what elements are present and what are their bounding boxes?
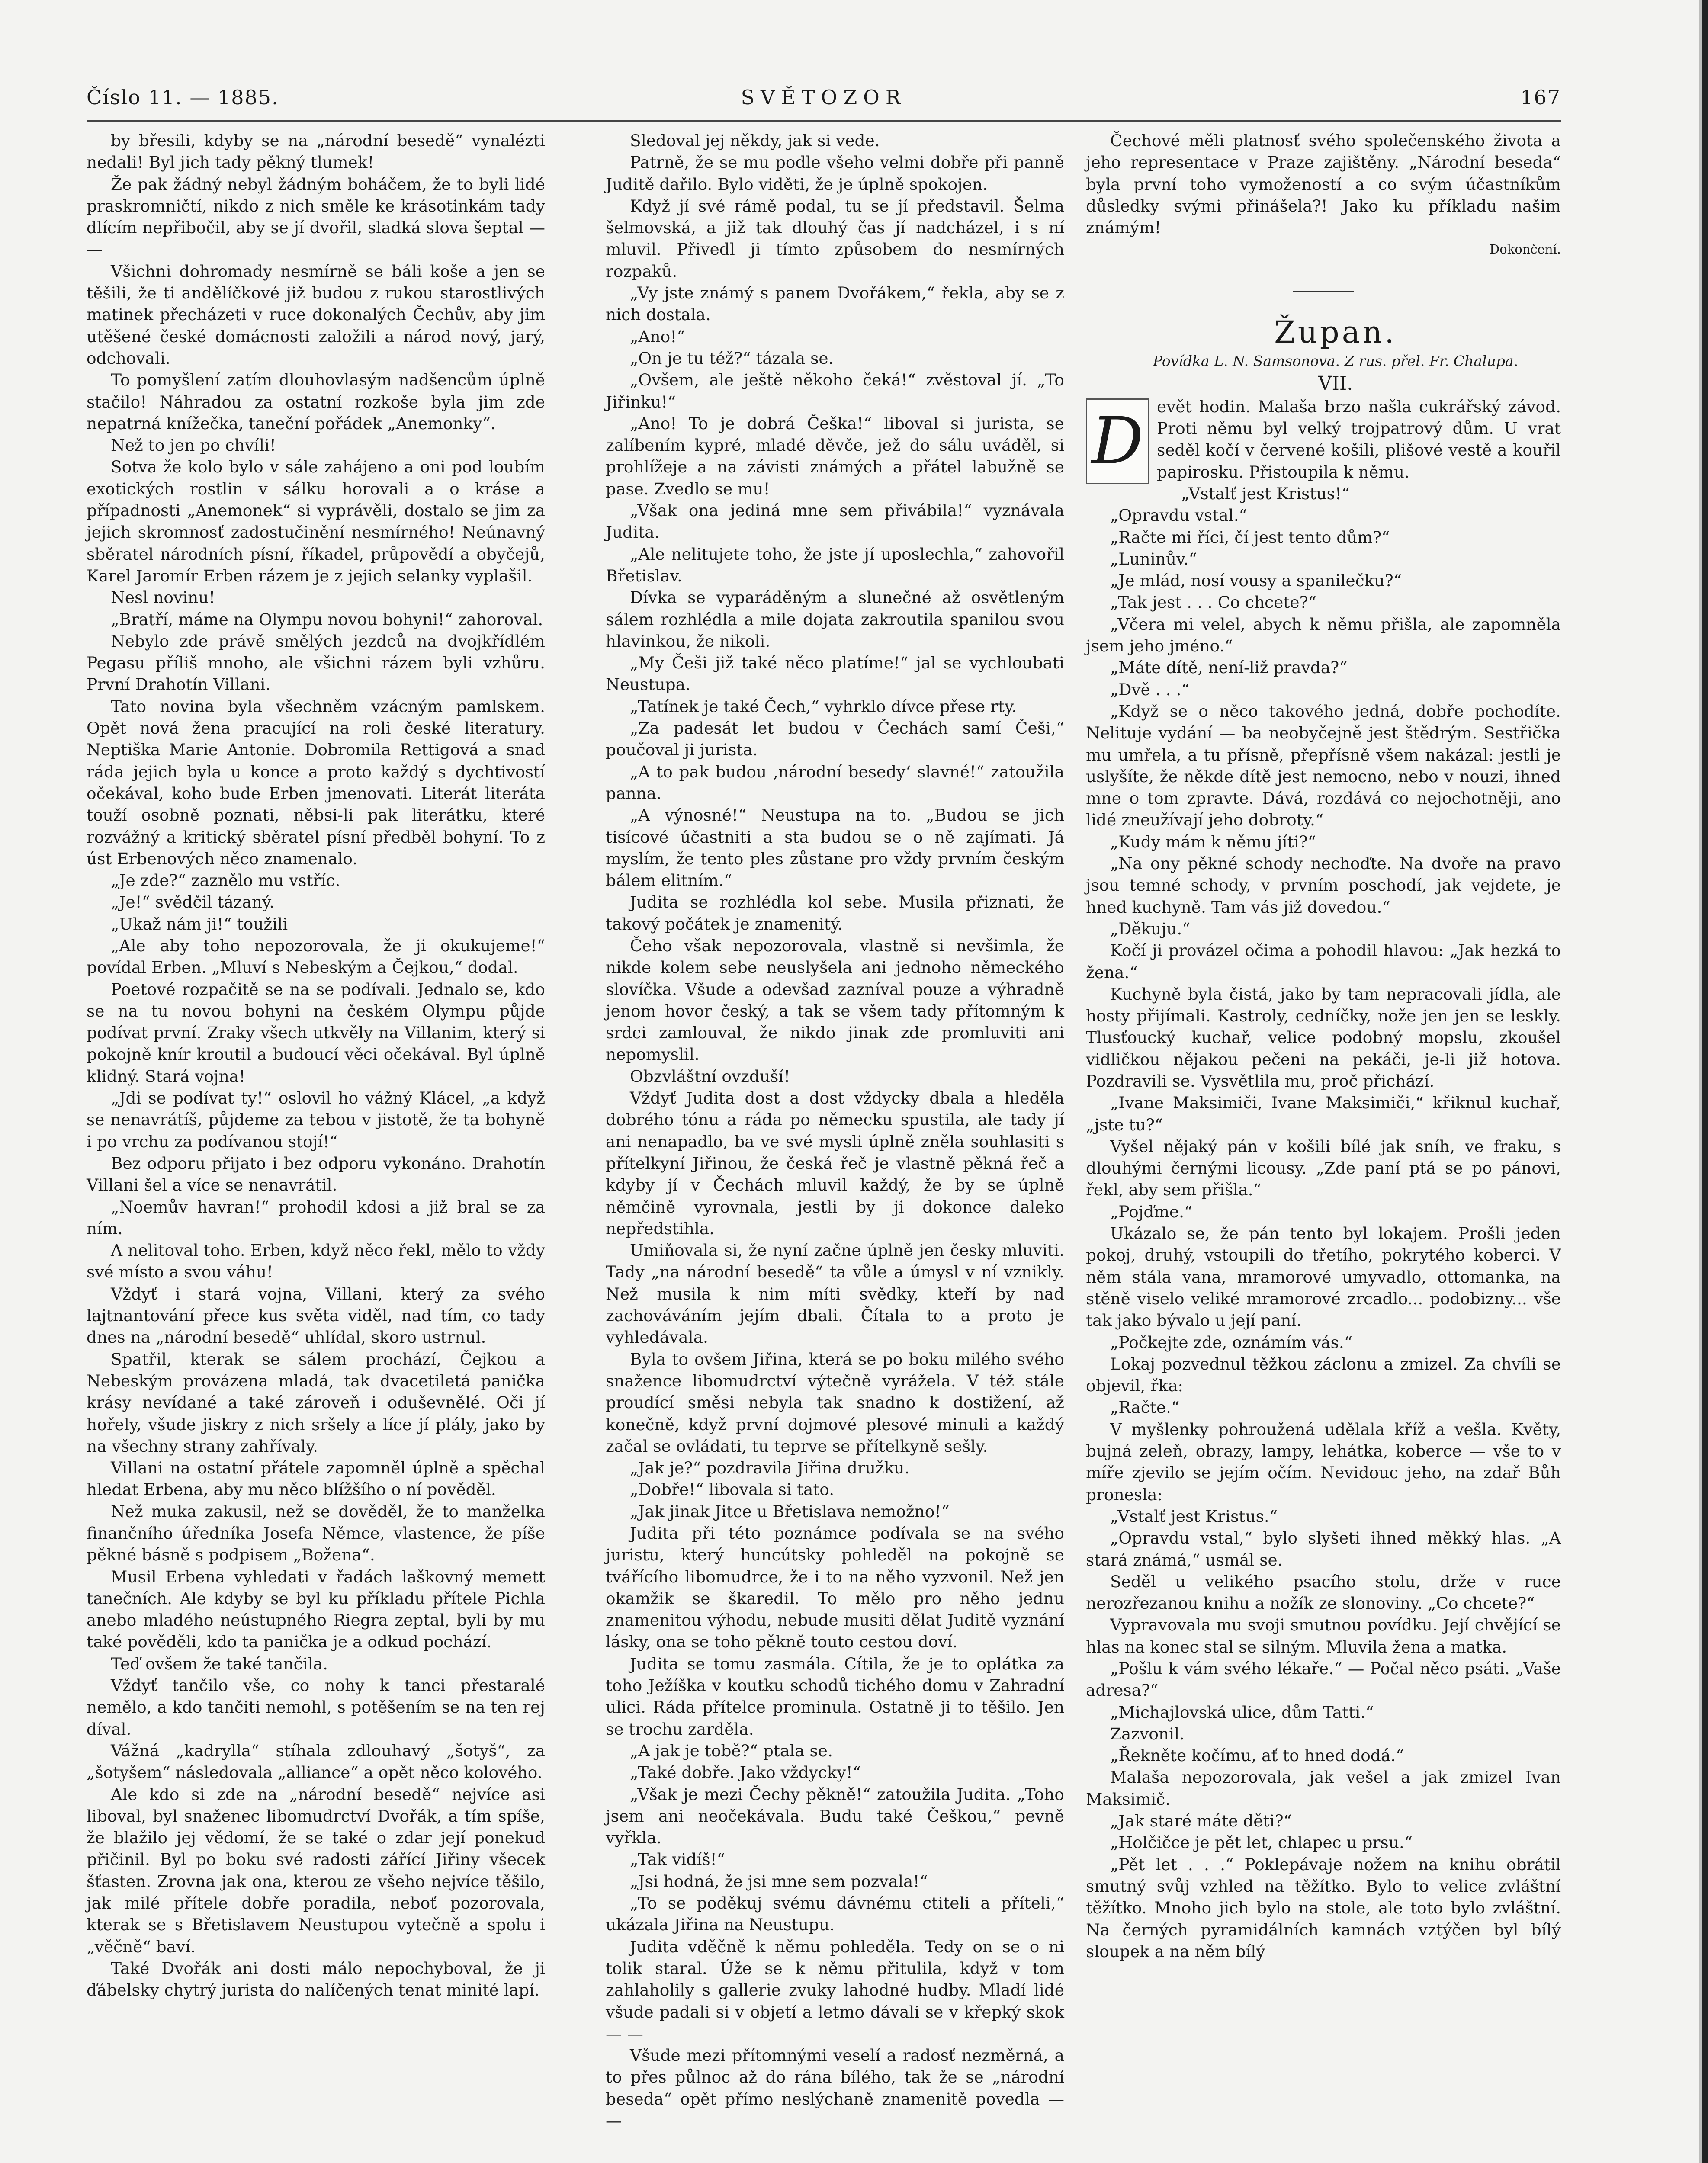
paragraph: „Pojďme.“ — [1110, 1202, 1193, 1221]
paragraph: Vždyť tančilo vše, co nohy k tanci přestaralé nemělo, a kdo tančiti nemohl, s potěšením se na ten rej díval. — [87, 1676, 545, 1739]
paragraph: Než to jen po chvíli! — [111, 436, 276, 455]
paragraph: „Bratří, máme na Olympu novou bohyni!“ zahoroval. — [111, 610, 543, 629]
paragraph: „Vstalť jest Kristus!“ — [1181, 484, 1350, 503]
paragraph: „Račte mi říci, čí jest tento dům?“ — [1110, 527, 1390, 547]
paragraph: „Ano! To je dobrá Češka!“ liboval si jurista, se zalíbením kypré, mladé děvče, jež do sálu uváděl, si prohlížeje a na závisti známých a přátel labužně se pase. Zvedlo se mu! — [606, 414, 1064, 498]
paragraph: Byla to ovšem Jiřina, která se po boku milého svého snažence libomudrctví výtečně vyrážela. V též stále proudící směsi nebyla tak snadno k dostižení, až konečně, když první dojmové plesové minuli a každý začal se ovládati, tu teprve se přítelkyně sešly. — [606, 1349, 1064, 1456]
paragraph: „Opravdu vstal,“ bylo slyšeti ihned měkký hlas. „A stará známá,“ usmál se. — [1086, 1528, 1561, 1569]
paragraph: by břesili, kdyby se na „národní besedě“ vynalézti nedali! Byl jich tady pěkný tlumek! — [87, 131, 545, 172]
column-3-text — [1086, 483, 1561, 1962]
paragraph: „Však ona jediná mne sem přivábila!“ vyznávala Judita. — [606, 501, 1064, 542]
paragraph: „Jak staré máte děti?“ — [1110, 1811, 1292, 1831]
paragraph: „Řekněte kočímu, ať to hned dodá.“ — [1110, 1746, 1404, 1765]
paragraph: „Dobře!“ libovala si tato. — [630, 1480, 835, 1499]
paragraph: Ukázalo se, že pán tento byl lokajem. Prošli jeden pokoj, druhý, vstoupili do třetího, pokrytého koberci. V něm stála vana, mramorové umyvadlo, ottomanka, na stěně viselo veliké mramorové zrcadlo... podobizny... vše tak jako bývalo u její paní. — [1086, 1224, 1561, 1330]
paragraph: To pomyšlení zatím dlouhovlasým nadšencům úplně stačilo! Náhradou za ostatní rozkoše byla jim zde nepatrná knížečka, taneční pořádek „Anemonky“. — [87, 370, 545, 433]
paragraph: „Počkejte zde, oznámím vás.“ — [1110, 1332, 1352, 1352]
paragraph: „Máte dítě, není-liž pravda?“ — [1110, 658, 1348, 677]
paragraph: „Ovšem, ale ještě někoho čeká!“ zvěstoval jí. „To Jiřinku!“ — [606, 370, 1064, 411]
paragraph: Judita při této poznámce podívala se na svého juristu, který huncútsky pohleděl na pokojně se tvářícího libomudrce, že i to na něho vyzvonil. Než jen okamžik se škaredil. To mělo pro něho jednu znamenitou výhodu, nebude musiti dělat Juditě vyznání lásky, ona se toho pěkně touto cestou doví. — [606, 1524, 1064, 1652]
paragraph: Nebylo zde právě smělých jezdců na dvojkřídlém Pegasu příliš mnoho, ale všichni rázem byli vzhůru. První Drahotín Villani. — [87, 631, 545, 694]
page-number: 167 — [1520, 86, 1561, 109]
paragraph: „Holčičce je pět let, chlapec u prsu.“ — [1110, 1833, 1413, 1852]
paragraph: Všichni dohromady nesmírně se báli koše a jen se těšili, že ti andělíčkové již budou z rukou starostlivých matinek přecházeti v ruce dokonalých Čechův, aby jim utěšené české domácnosti založili a národ nový, jarý, odchovali. — [87, 261, 545, 368]
paragraph: „To se poděkuj svému dávnému ctiteli a příteli,“ ukázala Jiřina na Neustupu. — [606, 1893, 1064, 1935]
paragraph: „Za padesát let budou v Čechách samí Češi,“ poučoval ji jurista. — [606, 719, 1064, 760]
paragraph: „Jdi se podívat ty!“ oslovil ho vážný Klácel, „a když se nenavrátíš, půjdeme za tebou v jistotě, že ta bohyně i po vrchu za podívanou stojí!“ — [87, 1088, 545, 1151]
ornamental-initial — [1086, 398, 1149, 484]
paragraph: „Dvě . . .“ — [1110, 680, 1190, 699]
paragraph: „Jak je?“ pozdravila Jiřina družku. — [630, 1458, 910, 1478]
paragraph: Ale kdo si zde na „národní besedě“ nejvíce asi liboval, byl snaženec libomudrctví Dvořák, a tím spíše, že blažilo jej vědomí, že se také o zdar její ponekud přičinil. Byl po boku své radosti zářící Jiřiny všecek šťasten. Zrovna jak ona, kterou ze všeho nejvíce těšilo, jak milé přítele dobře poradila, neboť pozorovala, kterak se s Břetislavem Neustupou vytečně a spolu i „věčně“ baví. — [87, 1784, 545, 1956]
paragraph: „My Češi již také něco platíme!“ jal se vychloubati Neustupa. — [606, 653, 1064, 694]
paragraph: „Tatínek je také Čech,“ vyhrklo dívce přese rty. — [630, 696, 1017, 716]
paragraph: „Je!“ svědčil tázaný. — [111, 892, 275, 912]
paragraph: Judita se tomu zasmála. Cítila, že je to oplátka za toho Ježíška v koutku schodů tichého domu v Zahradní ulici. Ráda přítelce prominula. Ostatně ji to těšilo. Jen se trochu zarděla. — [606, 1654, 1064, 1739]
ornamental-initial-letter: D — [1091, 403, 1144, 479]
paragraph: „On je tu též?“ tázala se. — [630, 348, 834, 368]
paragraph: „Je zde?“ zaznělo mu vstříc. — [111, 871, 340, 890]
journal-title: SVĚTOZOR — [741, 86, 907, 109]
column-2-text — [606, 130, 1064, 2131]
paragraph: Poetové rozpačitě se na se podívali. Jednalo se, kdo se na tu novou bohyni na českém Olympu půjde podívat první. Zraky všech utkvěly na Villanim, který si pokojně knír kroutil a budoucí věci očekával. Byl úplně klidný. Stará vojna! — [87, 979, 545, 1086]
paragraph: Že pak žádný nebyl žádným boháčem, že to byli lidé praskromničtí, nikdo z nich směle ke krásotinkám tady dlícím nepřibočil, aby se jí dvořil, sladká slova šeptal — — — [87, 174, 545, 259]
paragraph: A nelitoval toho. Erben, když něco řekl, mělo to vždy své místo a svou váhu! — [87, 1241, 545, 1282]
page-header — [87, 86, 1561, 112]
paragraph: „Včera mi velel, abych k němu přišla, ale zapomněla jsem jeho jméno.“ — [1086, 614, 1561, 656]
paragraph: Sledoval jej někdy, jak si vede. — [630, 131, 880, 150]
paragraph: Judita vděčně k němu pohleděla. Tedy on se o ni tolik staral. Úže se k němu přitulila, když v tom zahlaholily s gallerie zvuky lahodné hudby. Mladí lidé všude padali si v objetí a letmo dávali se v křepký skok — — — [606, 1937, 1064, 2043]
paragraph: „Ale aby toho nepozorovala, že ji okukujeme!“ povídal Erben. „Mluví s Nebeským a Čejkou,“ dodal. — [87, 936, 545, 977]
paragraph: Čeho však nepozorovala, vlastně si nevšimla, že nikde kolem sebe neuslyšela ani jednoho německého slovíčka. Všude a odevšad zazníval pouze a výhradně jenom hovor český, a tak se všem tady přítomným k srdci zamlouval, že nikdo jinak zde promluviti ani nepomyslil. — [606, 936, 1064, 1064]
paragraph: Kočí ji provázel očima a pohodil hlavou: „Jak hezká to žena.“ — [1086, 941, 1561, 982]
paragraph: Obzvláštní ovzduší! — [630, 1066, 790, 1086]
paragraph: „Luninův.“ — [1110, 549, 1197, 568]
paragraph: „Je mlád, nosí vousy a spanilečku?“ — [1110, 571, 1402, 590]
paragraph: „Jak jinak Jitce u Břetislava nemožno!“ — [630, 1502, 950, 1521]
column-3-intro — [1086, 130, 1561, 238]
paragraph: Vypravovala mu svoji smutnou povídku. Její chvějící se hlas na konec stal se silným. Mluvila žena a matka. — [1086, 1615, 1561, 1656]
paragraph: Tato novina byla všechněm vzácným pamlskem. Opět nová žena pracující na roli české literatury. Neptiška Marie Antonie. Dobromila Rettigová a snad ráda jejich byla u konce a proto každý s dychtivostí očekával, koho bude Erben jmenovati. Literát literáta touží osobně poznati, něbsi-li pak literátku, které rozvážný a kritický sběratel písní předběl bohyní. To z úst Erbenových něco znamenalo. — [87, 696, 545, 868]
paragraph: Když jí své rámě podal, tu se jí představil. Šelma šelmovská, a již tak dlouhý čas jí nadcházel, i s ní mluvil. Přivedl ji tímto způsobem do nesmírných rozpaků. — [606, 196, 1064, 281]
paragraph: Spatřil, kterak se sálem prochází, Čejkou a Nebeským provázena mladá, tak dvacetiletá panička krásy nevídané a také zároveň i oduševnělé. Oči jí hořely, všude jiskry z nich sršely a líce jí plály, jako by na všechny strany zahřívaly. — [87, 1349, 545, 1456]
paragraph: Lokaj pozvednul těžkou záclonu a zmizel. Za chvíli se objevil, řka: — [1086, 1354, 1561, 1396]
paragraph: Sotva že kolo bylo v sále zahájeno a oni pod loubím exotických rostlin v sálku horovali a o kráse a případnosti „Anemonek“ si vyprávěli, dostalo se jim za jejich skromnosť zadostučinění nesmírného! Neúnavný sběratel národních písní, říkadel, průpovědí a obyčejů, Karel Jaromír Erben rázem je z jejich selanky vyplašil. — [87, 457, 545, 585]
paragraph: „Opravdu vstal.“ — [1110, 506, 1247, 525]
paragraph: „Račte.“ — [1110, 1398, 1180, 1417]
paragraph: „Také dobře. Jako vždycky!“ — [630, 1763, 861, 1782]
paragraph: Vyšel nějaký pán v košili bílé jak sníh, ve fraku, s dlouhými černými licousy. „Zde paní ptá se po pánovi, řekl, aby sem přišla.“ — [1086, 1136, 1561, 1200]
section-divider — [1293, 291, 1354, 292]
issue-label: Číslo 11. — 1885. — [87, 86, 279, 109]
paragraph: „Vy jste známý s panem Dvořákem,“ řekla, aby se z nich dostala. — [606, 283, 1064, 324]
paragraph: „Děkuju.“ — [1110, 919, 1191, 938]
paragraph: „A to pak budou ‚národní besedy‘ slavné!“ zatoužila panna. — [606, 762, 1064, 803]
paragraph: Zazvonil. — [1110, 1724, 1185, 1743]
paragraph: „Pošlu k vám svého lékaře.“ — Počal něco psáti. „Vaše adresa?“ — [1086, 1659, 1561, 1700]
paragraph: Všude mezi přítomnými veselí a radosť nezměrná, a to přes půlnoc až do rána bílého, tak že se „národní beseda“ opět přímo neslýchaně znamenitě povedla — — — [606, 2046, 1064, 2131]
paragraph: Čechové měli platnosť svého společenského života a jeho representace v Praze zajištěny. „Národní beseda“ byla první toho vymožeností a co svým účastníkům důsledky svými přinášela?! Jako ku příkladu našim známým! — [1086, 131, 1561, 237]
paragraph: Nesl novinu! — [111, 588, 215, 607]
paragraph: Seděl u velikého psacího stolu, drže v ruce nerozřezanou knihu a nožík ze slonoviny. „Co chcete?“ — [1086, 1572, 1561, 1613]
column-1 — [87, 130, 545, 2001]
column-1-text — [87, 130, 545, 2001]
continued-note: Dokončení. — [1490, 242, 1561, 257]
paragraph: Musil Erbena vyhledati v řadách laškovný memett tanečních. Ale kdyby se byl ku příkladu přítele Pichla anebo mladého neústupného Riegra zeptal, byli by mu také pověděli, kdo ta panička je a odkud pochází. — [87, 1567, 545, 1652]
paragraph: Teď ovšem že také tančila. — [111, 1654, 328, 1673]
paragraph: Bez odporu přijato i bez odporu vykonáno. Drahotín Villani šel a více se nenavrátil. — [87, 1153, 545, 1195]
chapter-number: VII. — [1318, 372, 1353, 395]
paragraph: „Ano!“ — [630, 327, 685, 346]
paragraph: Než muka zakusil, než se dověděl, že to manželka finančního úředníka Josefa Němce, vlastence, že píše pěkné básně s podpisem „Božena“. — [87, 1502, 545, 1565]
paragraph: „A jak je tobě?“ ptala se. — [630, 1741, 833, 1760]
paragraph: „Však je mezi Čechy pěkně!“ zatoužila Judita. „Toho jsem ani neočekávala. Budu také Češkou,“ pevně vyřkla. — [606, 1784, 1064, 1848]
paragraph: Umiňovala si, že nyní začne úplně jen česky mluviti. Tady „na národní besedě“ ta vůle a úmysl v ní vznikly. Než musila k nim míti svědky, kteří by nad zachováváním jejím dbali. Čítala to a proto je vyhledávala. — [606, 1241, 1064, 1347]
paragraph: Kuchyně byla čistá, jako by tam nepracovali jídla, ale hosty přijímali. Kastroly, cedníčky, nože jen jen se leskly. Tlusťoucký kuchař, velice podobný mopslu, zkoušel vidličkou nějakou pečeni na pekáči, je-li již hotova. Pozdravili se. Vysvětlila mu, proč přichází. — [1086, 984, 1561, 1091]
paragraph: Vždyť Judita dost a dost vždycky dbala a hleděla dobrého tónu a ráda po německu spustila, ale tady jí ani nenapadlo, ba ve své mysli úplně zněla souhlasiti s přítelkyní Jiřinou, že česká řeč je vlastně pěkná řeč a kdyby jí v Čechách mluvil každý, že by se úplně němčině vyrovnala, jestli by ji dokonce daleko nepředstihla. — [606, 1088, 1064, 1238]
column-2 — [606, 130, 1064, 2131]
paragraph: „Pět let . . .“ Poklepávaje nožem na knihu obrátil smutný svůj vzhled na těžítko. Bylo to velice zvláštní těžítko. Mnoho jich bylo na stole, ale toto bylo zvláštní. Na černých pyramidálních kamnách vztýčen byl bílý sloupek a na něm bílý — [1086, 1855, 1561, 1961]
paragraph: V myšlenky pohroužená udělala kříž a vešla. Květy, bujná zeleň, obrazy, lampy, lehátka, koberce — vše to v míře zjevilo se jejím očím. Nevidouc jeho, na zdař Bůh pronesla: — [1086, 1419, 1561, 1504]
story-first-paragraph: evět hodin. Malaša brzo našla cukrářský závod. Proti němu byl velký trojpatrový dům. U vrat seděl kočí v červené košili, plišové vestě a kouřil papirosku. Přistoupila k němu. — [1157, 397, 1561, 481]
paragraph: Vážná „kadrylla“ stíhala zdlouhavý „šotyš“, za „šotyšem“ následovala „alliance“ a opět něco kolového. — [87, 1741, 545, 1782]
paragraph: Malaša nepozorovala, jak vešel a jak zmizel Ivan Maksimič. — [1086, 1768, 1561, 1809]
paragraph: Vždyť i stará vojna, Villani, který za svého lajtnantování přece kus světa viděl, nad tím, co tady dnes na „národní besedě“ uhlídal, skoro ustrnul. — [87, 1284, 545, 1347]
paragraph: „Tak vidíš!“ — [630, 1850, 725, 1869]
paragraph: „Tak jest . . . Co chcete?“ — [1110, 593, 1316, 612]
story-title: Župan. — [1274, 314, 1397, 350]
header-rule — [87, 120, 1561, 122]
paragraph: „Michajlovská ulice, dům Tatti.“ — [1110, 1702, 1374, 1722]
paragraph: „A výnosné!“ Neustupa na to. „Budou se jich tisícové účastniti a sta budou se o ně zajímati. Já myslím, že tento ples zůstane pro vždy prvním českým bálem elitním.“ — [606, 806, 1064, 890]
story-subtitle: Povídka L. N. Samsonova. Z rus. přel. Fr. Chalupa. — [1153, 352, 1519, 369]
paragraph: „Ale nelitujete toho, že jste jí uposlechla,“ zahovořil Břetislav. — [606, 544, 1064, 585]
paragraph: „Noemův havran!“ prohodil kdosi a již bral se za ním. — [87, 1197, 545, 1238]
paragraph: „Ukaž nám ji!“ toužili — [111, 914, 288, 934]
scan-edge — [1702, 0, 1708, 2163]
paragraph: „Kudy mám k němu jíti?“ — [1110, 832, 1316, 851]
paragraph: „Když se o něco takového jedná, dobře pochodíte. Nelituje vydání — ba neobyčejně jest štědrým. Sestřička mu umřela, a tu přísně, přepřísně všem nakázal: jestli je uslyšíte, že někde dítě jest nemocno, nebo v nouzi, ihned mne o tom zpravte. Dává, rozdává co nejochotněji, ano lidé zneužívají jeho dobroty.“ — [1086, 701, 1561, 830]
paragraph: Judita se rozhlédla kol sebe. Musila přiznati, že takový počátek je znamenitý. — [606, 892, 1064, 934]
paragraph: „Ivane Maksimiči, Ivane Maksimiči,“ křiknul kuchař, „jste tu?“ — [1086, 1093, 1561, 1134]
paragraph: Také Dvořák ani dosti málo nepochyboval, že ji ďábelsky chytrý jurista do nalíčených tenat minité lapí. — [87, 1958, 545, 2000]
paragraph: Dívka se vyparáděným a slunečné až osvětleným sálem rozhlédla a mile dojata zakroutila spanilou svou hlavinkou, že nikoli. — [606, 588, 1064, 651]
paragraph: Patrně, že se mu podle všeho velmi dobře při panně Juditě dařilo. Bylo viděti, že je úplně spokojen. — [606, 153, 1064, 194]
paragraph: „Vstalť jest Kristus.“ — [1110, 1506, 1278, 1526]
paragraph: „Na ony pěkné schody nechoďte. Na dvoře na pravo jsou temné schody, v prvním poschodí, jak vejdete, je hned kuchyně. Tam vás již dovedou.“ — [1086, 854, 1561, 917]
paragraph: Villani na ostatní přátele zapomněl úplně a spěchal hledat Erbena, aby mu něco blížšího o ní pověděl. — [87, 1458, 545, 1499]
column-3 — [1086, 130, 1561, 1962]
paragraph: „Jsi hodná, že jsi mne sem pozvala!“ — [630, 1871, 928, 1891]
